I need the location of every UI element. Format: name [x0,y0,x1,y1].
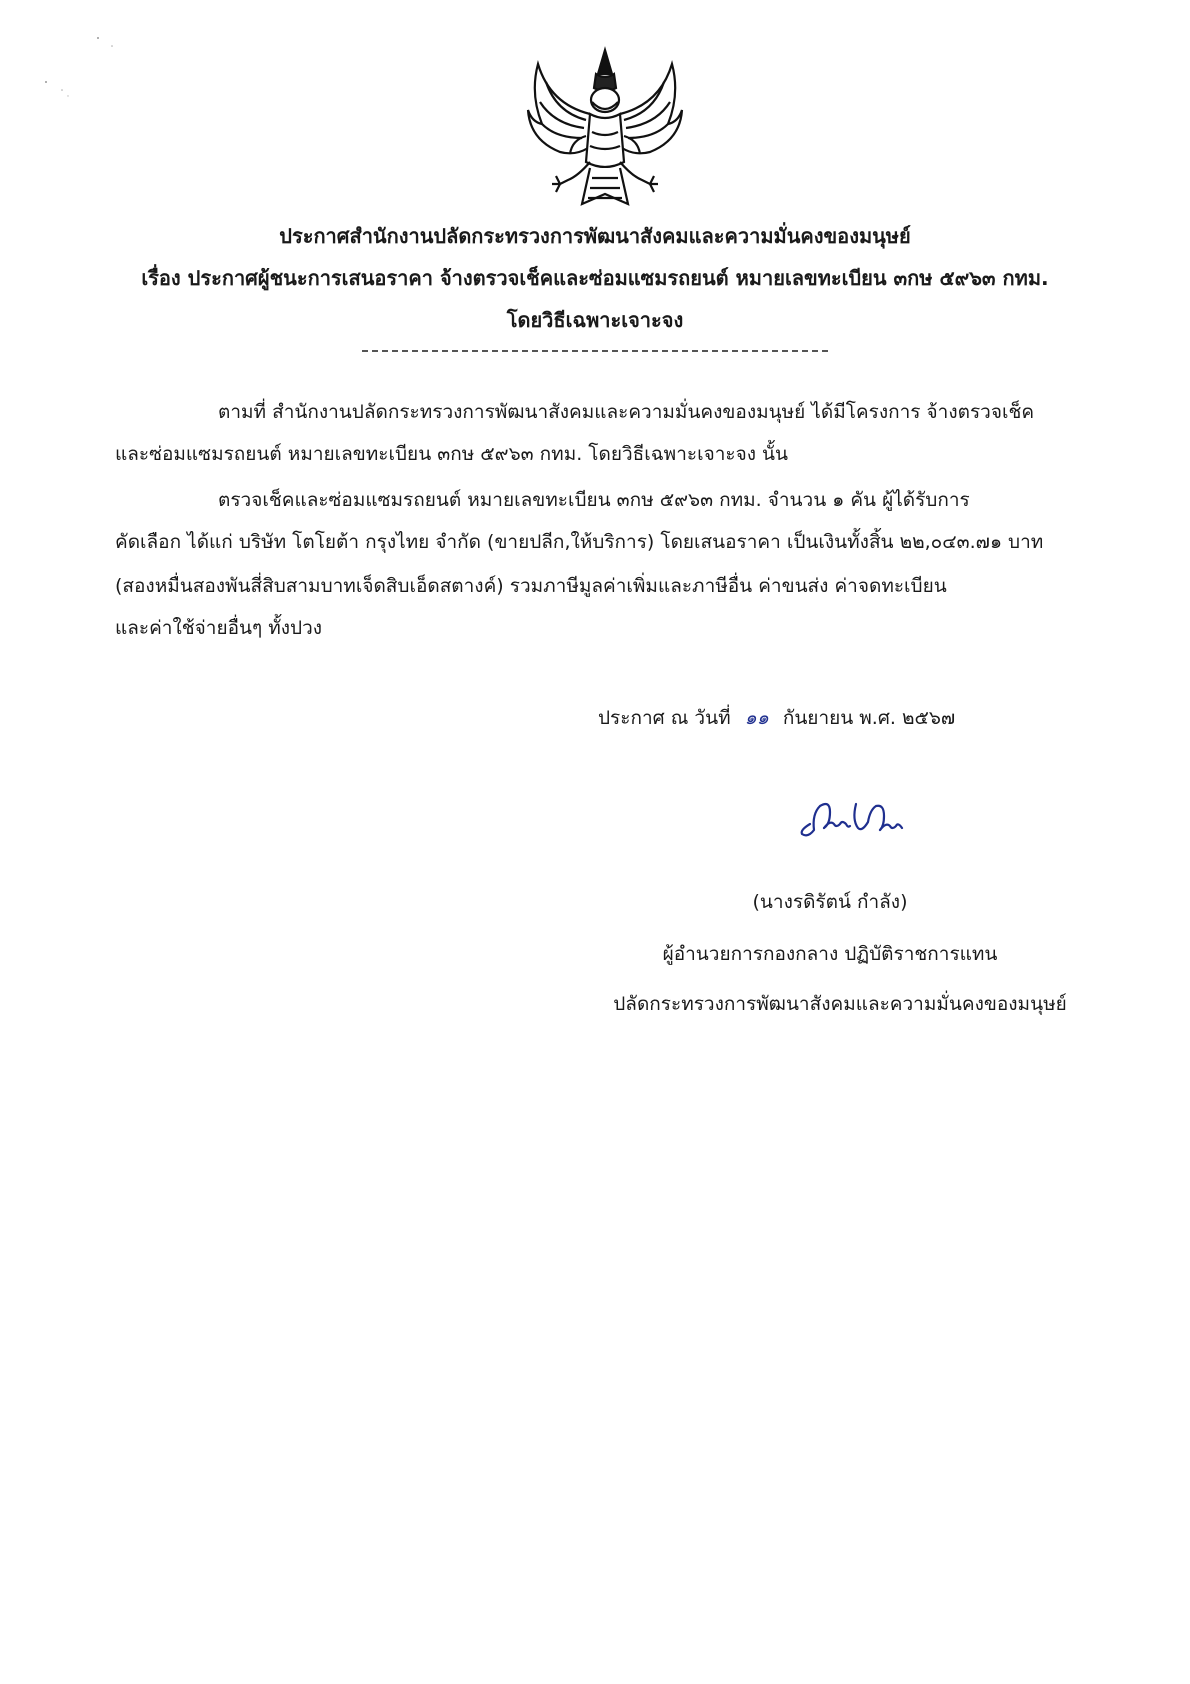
announcement-date [598,704,955,732]
paragraph-2-line-2: คัดเลือก ได้แก่ บริษัท โตโยต้า กรุงไทย จำกัด (ขายปลีก,ให้บริการ) โดยเสนอราคา เป็นเงินทั้งสิ้น ๒๒,๐๔๓.๗๑ บาท [115,531,1044,553]
title-separator [362,350,828,352]
signatory-ministry: ปลัดกระทรวงการพัฒนาสังคมและความมั่นคงของมนุษย์ [613,993,1067,1015]
paragraph-2-line-4: และค่าใช้จ่ายอื่นๆ ทั้งปวง [115,617,323,639]
signatory-name: (นางรดิรัตน์ กำลัง) [752,891,908,913]
paragraph-2-line-3: (สองหมื่นสองพันสี่สิบสามบาทเจ็ดสิบเอ็ดสตางค์) รวมภาษีมูลค่าเพิ่มและภาษีอื่น ค่าขนส่ง ค่าจดทะเบียน [115,575,947,597]
paragraph-1-line-1: ตามที่ สำนักงานปลัดกระทรวงการพัฒนาสังคมและความมั่นคงของมนุษย์ ได้มีโครงการ จ้างตรวจเช็ค [218,401,1035,423]
announcement-method: โดยวิธีเฉพาะเจาะจง [506,308,684,332]
paragraph-2-line-1: ตรวจเช็คและซ่อมแซมรถยนต์ หมายเลขทะเบียน ๓กษ ๕๙๖๓ กทม. จำนวน ๑ คัน ผู้ได้รับการ [218,489,970,511]
date-day: ๑๑ [744,707,769,729]
announcement-subject: เรื่อง ประกาศผู้ชนะการเสนอราคา จ้างตรวจเช็คและซ่อมแซมรถยนต์ หมายเลขทะเบียน ๓กษ ๕๙๖๓ กทม. [141,266,1049,290]
scan-specks [40,30,140,110]
announcement-title: ประกาศสำนักงานปลัดกระทรวงการพัฒนาสังคมและความมั่นคงของมนุษย์ [279,224,911,248]
signatory-position: ผู้อำนวยการกองกลาง ปฏิบัติราชการแทน [662,943,998,965]
paragraph-1-line-2: และซ่อมแซมรถยนต์ หมายเลขทะเบียน ๓กษ ๕๙๖๓ กทม. โดยวิธีเฉพาะเจาะจง นั้น [115,443,788,465]
garuda-emblem-icon [520,44,690,214]
date-prefix: ประกาศ ณ วันที่ [598,707,731,729]
handwritten-signature [790,784,910,844]
date-month-year: กันยายน พ.ศ. ๒๕๖๗ [782,707,956,729]
